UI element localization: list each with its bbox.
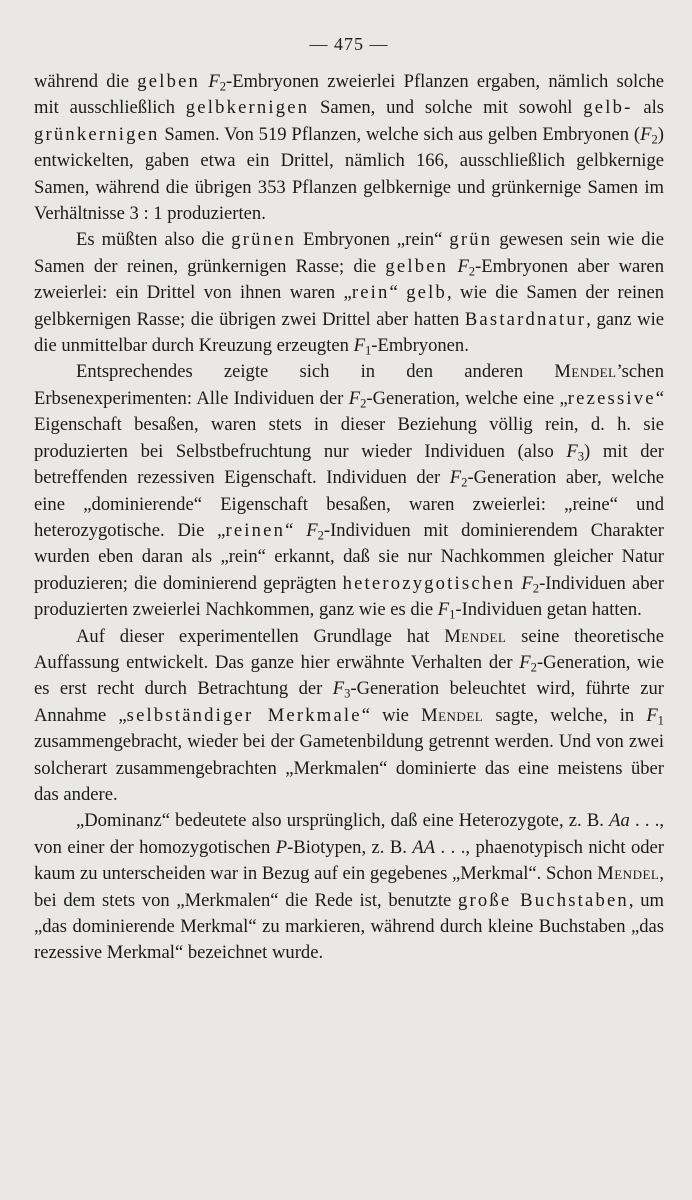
text-run: , bei dem stets von „Merkmalen“ die Rede ist, benutzte	[34, 863, 664, 911]
text-run: , ganz wie die unmittelbar durch Kreuzung erzeugten	[34, 308, 664, 357]
math-variable: F	[640, 123, 652, 145]
text-run: als	[632, 97, 664, 119]
spaced-emphasis: gelbkernigen	[185, 97, 310, 119]
spaced-emphasis: rezessive	[567, 387, 656, 409]
subscript: 1	[364, 343, 372, 358]
text-run: -Embryonen zweierlei Pflanzen ergaben, nämlich solche mit ausschließlich	[34, 71, 665, 119]
author-name-smallcaps: Mendel	[421, 704, 484, 726]
spaced-emphasis: gelben	[137, 71, 201, 92]
text-run: Auf dieser experimentellen Grundlage hat	[76, 625, 445, 647]
text-run: -Embryonen aber waren zweierlei: ein Drittel von ihnen waren „	[34, 255, 664, 304]
paragraph-3	[34, 359, 664, 623]
math-variable: F	[521, 572, 533, 594]
text-run: -Biotypen, z. B.	[287, 836, 413, 858]
subscript: 3	[577, 449, 585, 464]
text-run: während die	[34, 71, 138, 92]
page-number: — 475 —	[309, 34, 389, 54]
author-name-smallcaps: Mendel	[444, 625, 507, 647]
spaced-emphasis: heterozygotischen	[342, 572, 516, 594]
text-run: , um „das dominierende Merkmal“ zu markieren, während durch kleine Buchstaben „das rezessive Merkmal“ bezeichnet wurde.	[34, 889, 664, 964]
math-variable: F	[449, 467, 462, 489]
text-run: -Individuen getan hatten.	[455, 599, 642, 621]
math-variable: F	[646, 704, 658, 726]
text-run: Samen. Von 519 Pflanzen, welche sich aus gelben Embryonen (	[159, 123, 641, 145]
paragraph-2	[34, 227, 664, 359]
text-run: -Generation, wie es erst recht durch Betrachtung der	[34, 651, 664, 700]
math-variable: AA	[412, 836, 436, 858]
text-run: “ Eigenschaft besaßen, waren stets in dieser Beziehung völlig rein, d. h. sie produzierten bei Selbstbefruchtung nur wieder Individuen (also	[34, 387, 664, 462]
spaced-emphasis: gelb-	[583, 97, 633, 119]
spaced-emphasis: gelb	[406, 282, 447, 304]
text-run: , wie die Samen der reinen gelbkernigen Rasse; die übrigen zwei Drittel aber hatten	[34, 282, 665, 330]
math-variable: F	[437, 599, 450, 621]
text-run: . . ., von einer der homozygotischen	[34, 810, 664, 858]
text-run: „Dominanz“ bedeutete also ursprünglich, daß eine Heterozygote, z. B.	[76, 810, 610, 832]
spaced-emphasis: große Buchstaben	[457, 889, 629, 911]
paragraph-5	[34, 808, 664, 966]
author-name-smallcaps: Mendel	[597, 863, 660, 885]
spaced-emphasis: Bastardnatur	[464, 308, 587, 330]
text-run: . . ., phaenotypisch nicht oder kaum zu unterscheiden war in Bezug auf ein gegebenes „Merkmal“. Schon	[34, 836, 664, 885]
subscript: 2	[468, 264, 476, 279]
subscript: 2	[532, 581, 540, 596]
math-variable: F	[348, 387, 361, 409]
subscript: 2	[530, 660, 537, 675]
text-run: -Generation, welche eine „	[366, 387, 568, 409]
subscript: 2	[461, 475, 468, 490]
text-run: Samen, und solche mit sowohl	[309, 97, 584, 119]
text-run: ) mit der betreffenden rezessiven Eigenschaft. Individuen der	[34, 440, 664, 489]
paragraph-1	[34, 69, 664, 227]
text-run: “	[285, 519, 307, 541]
math-variable: Aa	[609, 810, 630, 832]
text-run: -Individuen mit dominierendem Charakter wurden eben daran als „rein“ erkannt, daß sie nur Nachkommen gleicher Natur produzieren; die dominierend geprägten	[34, 519, 664, 594]
text-run: ’schen Erbsenexperimenten: Alle Individuen der	[34, 361, 664, 409]
math-variable: F	[332, 678, 345, 700]
subscript: 2	[651, 132, 658, 147]
math-variable: F	[519, 651, 531, 673]
subscript: 1	[449, 607, 456, 622]
subscript: 2	[317, 528, 324, 543]
spaced-emphasis: grünkernigen	[34, 123, 160, 145]
text-run: seine theoretische Auffassung entwickelt. Das ganze hier erwähnte Verhalten der	[34, 625, 664, 673]
text-run: zusammengebracht, wieder bei der Gametenbildung getrennt werden. Und von zwei solcherart zusammengebrachten „Merkmalen“ dominierte das eine meistens über das andere.	[34, 731, 664, 805]
math-variable: F	[306, 519, 318, 541]
spaced-emphasis: rein	[351, 282, 390, 304]
author-name-smallcaps: Mendel	[554, 361, 617, 383]
spaced-emphasis: grünen	[231, 229, 297, 251]
math-variable: F	[566, 440, 578, 462]
text-run: -Generation aber, welche eine „dominierende“ Eigenschaft besaßen, waren zweierlei: „reine“ und heterozygotische. Die „	[34, 467, 665, 541]
paragraph-4	[34, 624, 664, 809]
math-variable: F	[353, 335, 365, 357]
text-run: gewesen sein wie die Samen der reinen, grünkernigen Rasse; die	[34, 229, 665, 277]
subscript: 2	[219, 79, 226, 94]
spaced-emphasis: gelben	[385, 255, 449, 277]
math-variable: P	[275, 836, 288, 858]
spaced-emphasis: reinen	[225, 519, 286, 541]
text-run: -Embryonen.	[371, 335, 469, 357]
math-variable: F	[208, 71, 220, 92]
subscript: 1	[657, 713, 664, 728]
text-run: “	[389, 282, 407, 304]
text-run: Es müßten also die	[76, 229, 232, 251]
text-run: Entsprechendes zeigte sich in den anderen	[76, 361, 555, 383]
subscript: 3	[344, 686, 351, 701]
text-run: ) entwickelten, gaben etwa ein Drittel, nämlich 166, ausschließlich gelbkernige Samen, während die übrigen 353 Pflanzen gelbkernige und grünkernige Samen im Verhältnisse 3 : 1 produzierten.	[34, 123, 664, 225]
math-variable: F	[457, 255, 469, 277]
subscript: 2	[360, 396, 367, 411]
text-run: sagte, welche, in	[483, 704, 647, 726]
text-run: -Individuen aber produzierten zweierlei Nachkommen, ganz wie es die	[34, 572, 664, 621]
spaced-emphasis: selbständiger Merkmale	[126, 704, 362, 726]
text-run: Embryonen „rein“	[296, 229, 450, 251]
spaced-emphasis: grün	[449, 229, 493, 251]
text-run: -Generation beleuchtet wird, führte zur Annahme „	[34, 678, 664, 726]
text-run: “ wie	[361, 704, 422, 726]
